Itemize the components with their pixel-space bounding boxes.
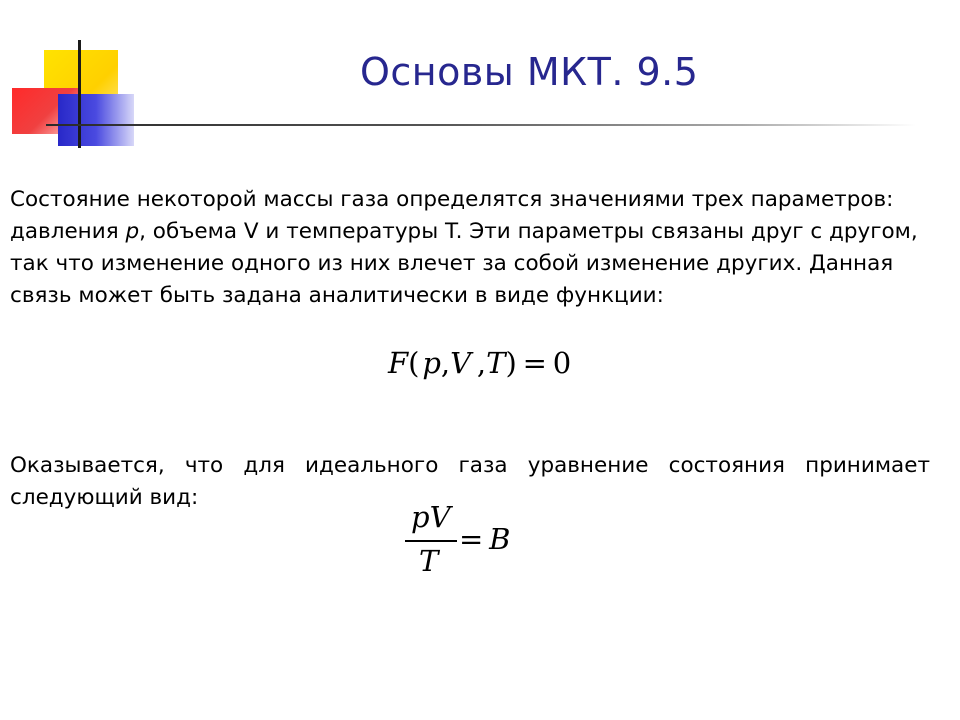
formula-denominator: T	[419, 544, 439, 578]
formula-constant-b: B	[489, 522, 511, 556]
title-underline	[46, 124, 916, 126]
decor-blue-square	[58, 94, 134, 146]
formula-comma: ,	[440, 346, 451, 380]
formula-open-paren: (	[408, 346, 420, 380]
state-function-formula	[388, 346, 571, 380]
paragraph-text-part1: Состояние некоторой массы газа определятся значениями трех параметров: давления	[10, 187, 894, 244]
paragraph-text-part2: , объема V и температуры T. Эти параметры связаны друг с другом, так что изменение одного из них влечет за собой изменение других. Данная связь может быть задана аналитически в виде функции:	[10, 219, 918, 308]
fraction-bar	[405, 540, 457, 542]
pressure-symbol: p	[125, 219, 140, 244]
decor-vertical-line	[78, 40, 81, 148]
formula-func: F	[388, 346, 409, 380]
formula-arg-t: T	[486, 346, 506, 380]
paragraph-state-parameters	[10, 184, 930, 312]
formula-close-paren: )	[505, 346, 517, 380]
ideal-gas-formula	[403, 500, 543, 580]
formula-comma: ,	[476, 346, 487, 380]
formula-arg-p: p	[422, 346, 441, 380]
formula-rhs	[459, 522, 510, 556]
slide-title: Основы МКТ. 9.5	[360, 50, 699, 94]
formula-numerator: pV	[411, 500, 451, 534]
formula-arg-v: V	[450, 346, 472, 380]
formula-equals: =	[522, 346, 547, 380]
formula-equals: =	[459, 522, 484, 556]
formula-zero: 0	[552, 346, 572, 380]
paragraph-ideal-gas: Оказывается, что для идеального газа уравнение состояния принимает следующий вид:	[10, 453, 930, 510]
